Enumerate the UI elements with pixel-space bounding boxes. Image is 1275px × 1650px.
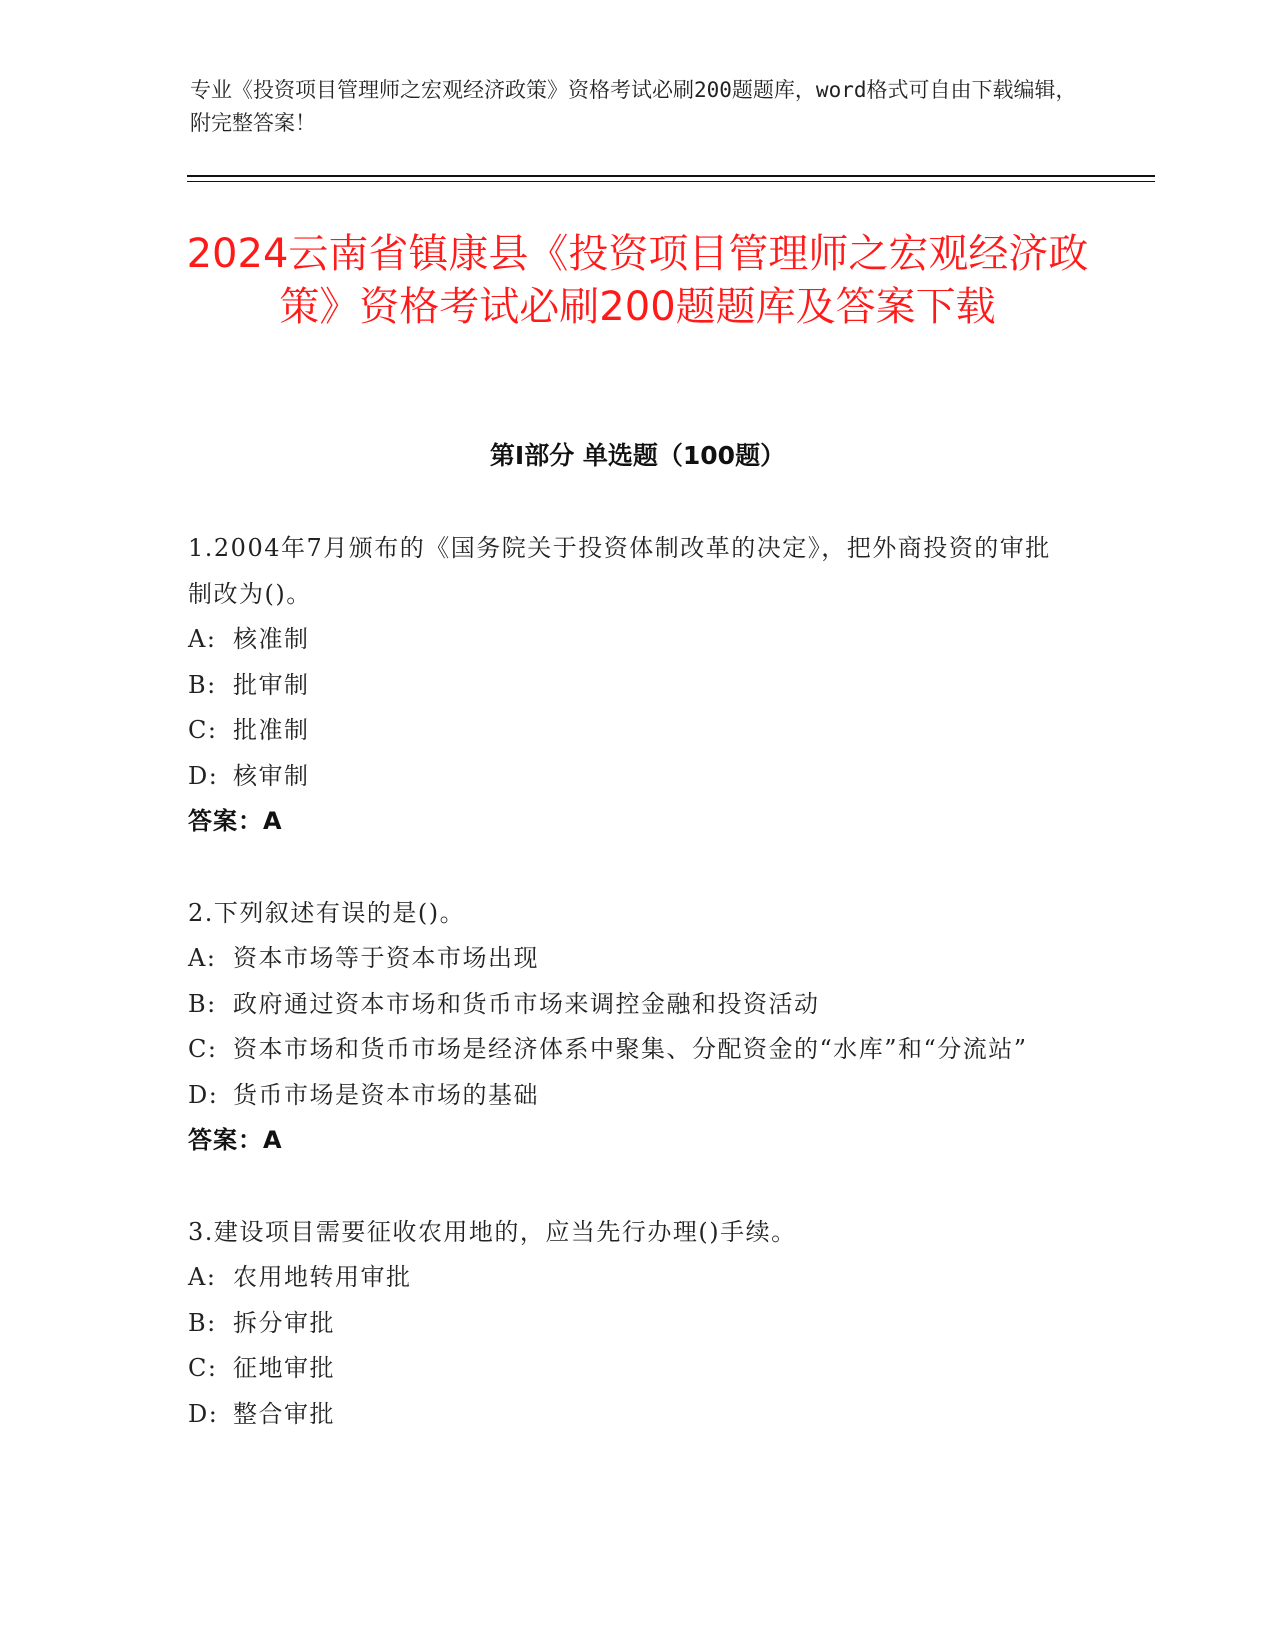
question-1 xyxy=(188,526,1068,845)
option-b xyxy=(188,1301,1068,1347)
option-d xyxy=(188,1073,1068,1119)
option-b xyxy=(188,982,1068,1028)
option-text: 核审制 xyxy=(233,761,310,790)
option-key: C: xyxy=(188,716,218,744)
question-stem: 3.建设项目需要征收农用地的，应当先行办理()手续。 xyxy=(188,1217,797,1246)
option-text: 农用地转用审批 xyxy=(233,1263,412,1291)
question-3 xyxy=(188,1210,1068,1438)
question-2 xyxy=(188,891,1068,1164)
option-key: B: xyxy=(188,1308,217,1337)
option-text: 货币市场是资本市场的基础 xyxy=(233,1080,539,1109)
option-text: 核准制 xyxy=(233,625,310,653)
option-text: 资本市场等于资本市场出现 xyxy=(233,944,539,972)
answer-line: 答案：A xyxy=(188,807,283,835)
option-key: B: xyxy=(188,670,217,699)
document-title: 2024云南省镇康县《投资项目管理师之宏观经济政策》资格考试必刷200题题库及答案下载 xyxy=(186,231,1089,330)
option-d xyxy=(188,1392,1068,1438)
option-key: D: xyxy=(188,1080,219,1109)
option-key: C: xyxy=(188,1035,218,1063)
option-key: A: xyxy=(188,1263,217,1291)
option-c xyxy=(188,1346,1068,1392)
option-text: 拆分审批 xyxy=(233,1308,335,1337)
header-divider-thin xyxy=(187,181,1155,182)
option-text: 批审制 xyxy=(233,670,310,699)
option-c xyxy=(188,1027,1068,1073)
question-stem: 2.下列叙述有误的是()。 xyxy=(188,898,466,927)
option-b xyxy=(188,663,1068,709)
option-a xyxy=(188,1255,1068,1301)
option-key: A: xyxy=(188,625,217,653)
option-d xyxy=(188,754,1068,800)
option-key: A: xyxy=(188,944,217,972)
option-text: 资本市场和货币市场是经济体系中聚集、分配资金的“水库”和“分流站” xyxy=(233,1035,1028,1063)
header-intro: 专业《投资项目管理师之宏观经济政策》资格考试必刷200题题库，word格式可自由下载编辑，附完整答案！ xyxy=(190,78,1077,135)
option-key: D: xyxy=(188,761,219,790)
option-a xyxy=(188,617,1068,663)
option-a xyxy=(188,936,1068,982)
option-c xyxy=(188,708,1068,754)
option-text: 批准制 xyxy=(233,716,310,744)
header-divider-thick xyxy=(187,175,1155,177)
option-key: C: xyxy=(188,1354,218,1382)
answer-line: 答案：A xyxy=(188,1126,283,1154)
option-key: D: xyxy=(188,1399,219,1428)
section-heading: 第Ⅰ部分 单选题（100题） xyxy=(489,441,786,470)
option-text: 政府通过资本市场和货币市场来调控金融和投资活动 xyxy=(233,989,820,1018)
option-text: 整合审批 xyxy=(233,1399,335,1428)
question-list xyxy=(188,526,1068,1483)
option-text: 征地审批 xyxy=(233,1354,335,1382)
option-key: B: xyxy=(188,989,217,1018)
question-stem: 1.2004年7月颁布的《国务院关于投资体制改革的决定》，把外商投资的审批制改为()。 xyxy=(188,534,1051,608)
